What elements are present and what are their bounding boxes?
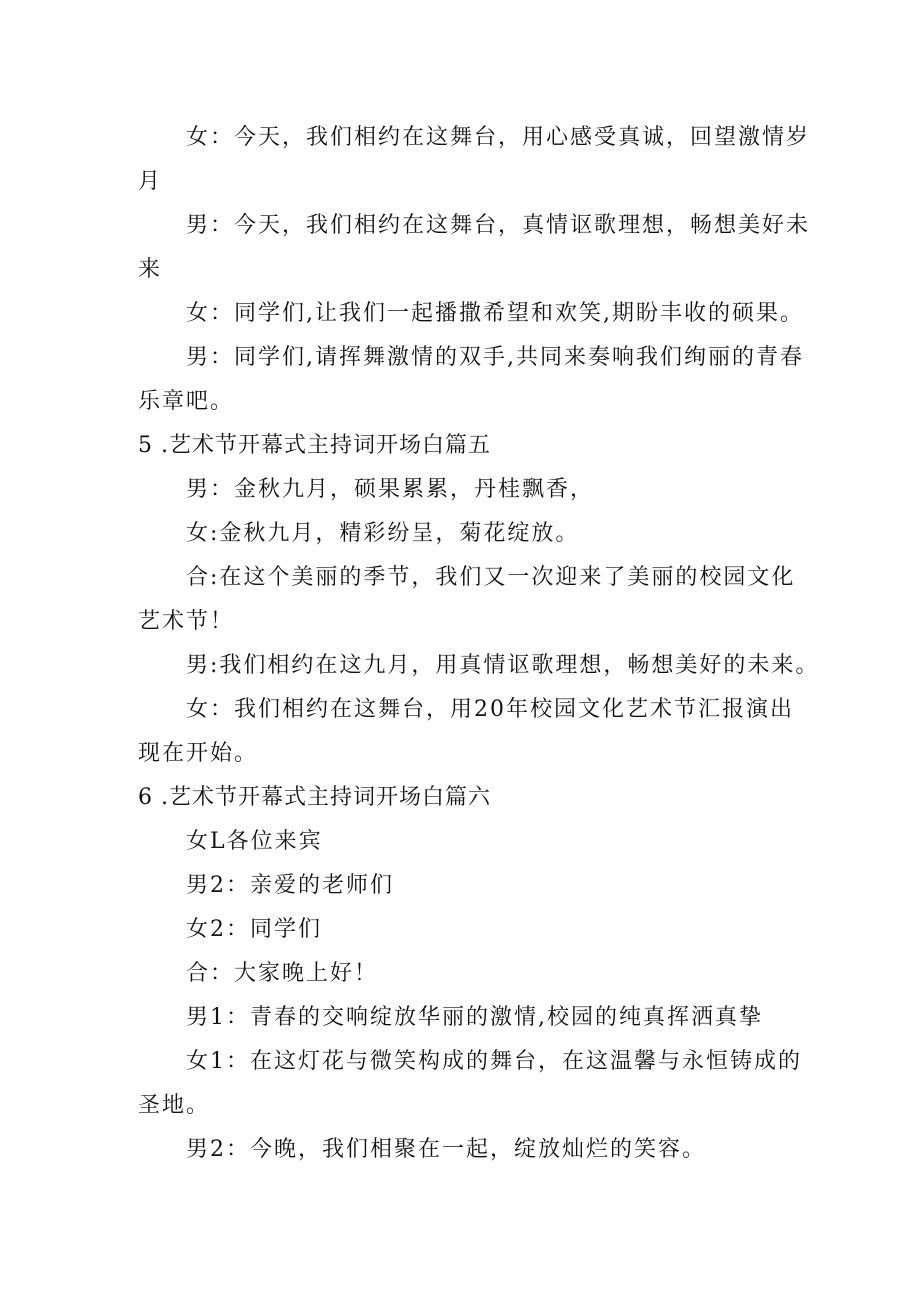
section-heading: 5 .艺术节开幕式主持词开场白篇五 [138, 433, 491, 458]
paragraph-line: 乐章吧。 [138, 389, 235, 414]
paragraph-line: 圣地。 [138, 1093, 211, 1118]
paragraph-line: 男1：青春的交响绽放华丽的激情,校园的纯真挥洒真挚 [186, 1005, 763, 1030]
paragraph-line: 合：大家晚上好！ [186, 961, 379, 986]
paragraph-line: 男2：亲爱的老师们 [186, 873, 394, 898]
paragraph-line: 男：金秋九月，硕果累累，丹桂飘香， [186, 477, 595, 502]
paragraph-line: 艺术节！ [138, 609, 235, 634]
paragraph-line: 来 [138, 257, 163, 282]
paragraph-line: 男：同学们,请挥舞激情的双手,共同来奏响我们绚丽的青春 [186, 345, 804, 370]
paragraph-line: 女L各位来宾 [186, 829, 323, 854]
paragraph-line: 女：我们相约在这舞台，用20年校园文化艺术节汇报演出 [186, 697, 794, 722]
paragraph-line: 合:在这个美丽的季节，我们又一次迎来了美丽的校园文化 [186, 565, 796, 590]
section-heading: 6 .艺术节开幕式主持词开场白篇六 [138, 785, 491, 810]
paragraph-line: 女:金秋九月，精彩纷呈，菊花绽放。 [186, 521, 580, 546]
paragraph-line: 月 [138, 169, 163, 194]
paragraph-line: 女：同学们,让我们一起播撒希望和欢笑,期盼丰收的硕果。 [186, 301, 804, 326]
paragraph-line: 女2：同学们 [186, 917, 322, 942]
paragraph-line: 男：今天，我们相约在这舞台，真情讴歌理想，畅想美好未 [186, 213, 811, 238]
paragraph-line: 男2：今晚，我们相聚在一起，绽放灿烂的笑容。 [186, 1137, 706, 1162]
paragraph-line: 男:我们相约在这九月，用真情讴歌理想，畅想美好的未来。 [186, 653, 820, 678]
paragraph-line: 女1：在这灯花与微笑构成的舞台，在这温馨与永恒铸成的 [186, 1049, 802, 1074]
paragraph-line: 现在开始。 [138, 741, 259, 766]
paragraph-line: 女：今天，我们相约在这舞台，用心感受真诚，回望激情岁 [186, 125, 811, 150]
